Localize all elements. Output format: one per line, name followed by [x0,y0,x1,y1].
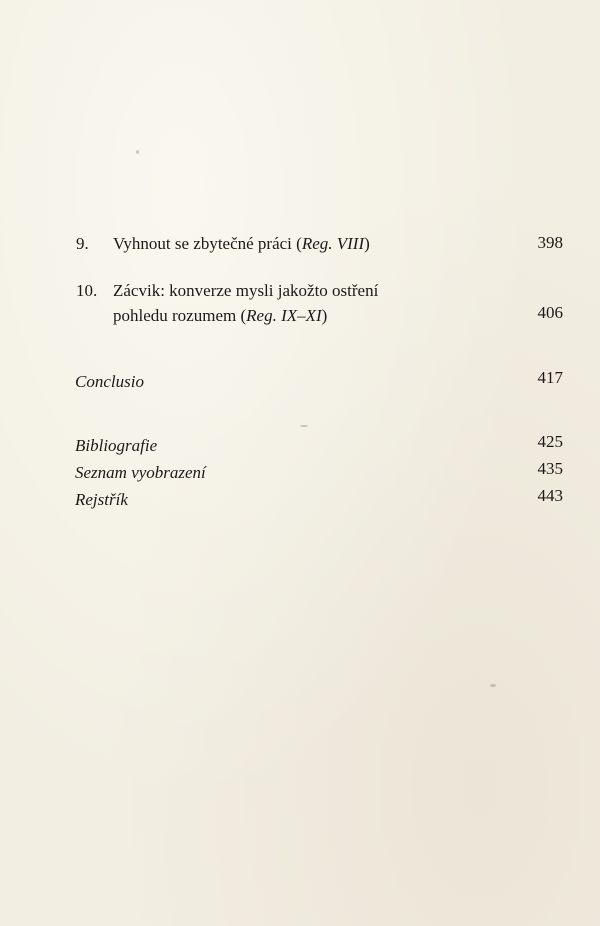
toc-entry-reg-ref: Reg. IX–XI [246,306,322,325]
toc-entry-title-text: ) [321,306,328,325]
toc-seznam-vyobrazeni-page: 435 [537,459,563,478]
toc-conclusio-page: 417 [537,368,563,387]
toc-seznam-vyobrazeni: Seznam vyobrazení [75,463,206,482]
paper-speck [300,425,308,427]
toc-entry-10-title-line2 [113,305,327,327]
toc-rejstrik-page: 443 [537,486,563,505]
paper-speck [136,150,139,154]
toc-entry-9 [76,233,89,255]
toc-entry-title-text: pohledu rozumem ( [113,306,247,325]
paper-speck [490,684,496,687]
toc-entry-10-title-line1: Zácvik: konverze mysli jakožto ostření [113,281,379,300]
toc-entry-number: 10. [76,281,98,300]
toc-entry-title-text: ) [364,234,370,253]
toc-entry-number: 9. [76,234,89,253]
toc-entry-9-page: 398 [537,233,563,252]
toc-entry-10 [76,280,97,302]
toc-conclusio: Conclusio [75,372,144,391]
toc-bibliografie: Bibliografie [75,436,158,455]
toc-entry-10-page: 406 [537,303,563,322]
toc-entry-title-text: Vyhnout se zbytečné práci ( [113,234,302,253]
toc-rejstrik: Rejstřík [75,490,128,509]
toc-entry-9-title [113,233,370,255]
toc-bibliografie-page: 425 [537,432,563,451]
toc-entry-reg-ref: Reg. VIII [301,234,365,253]
